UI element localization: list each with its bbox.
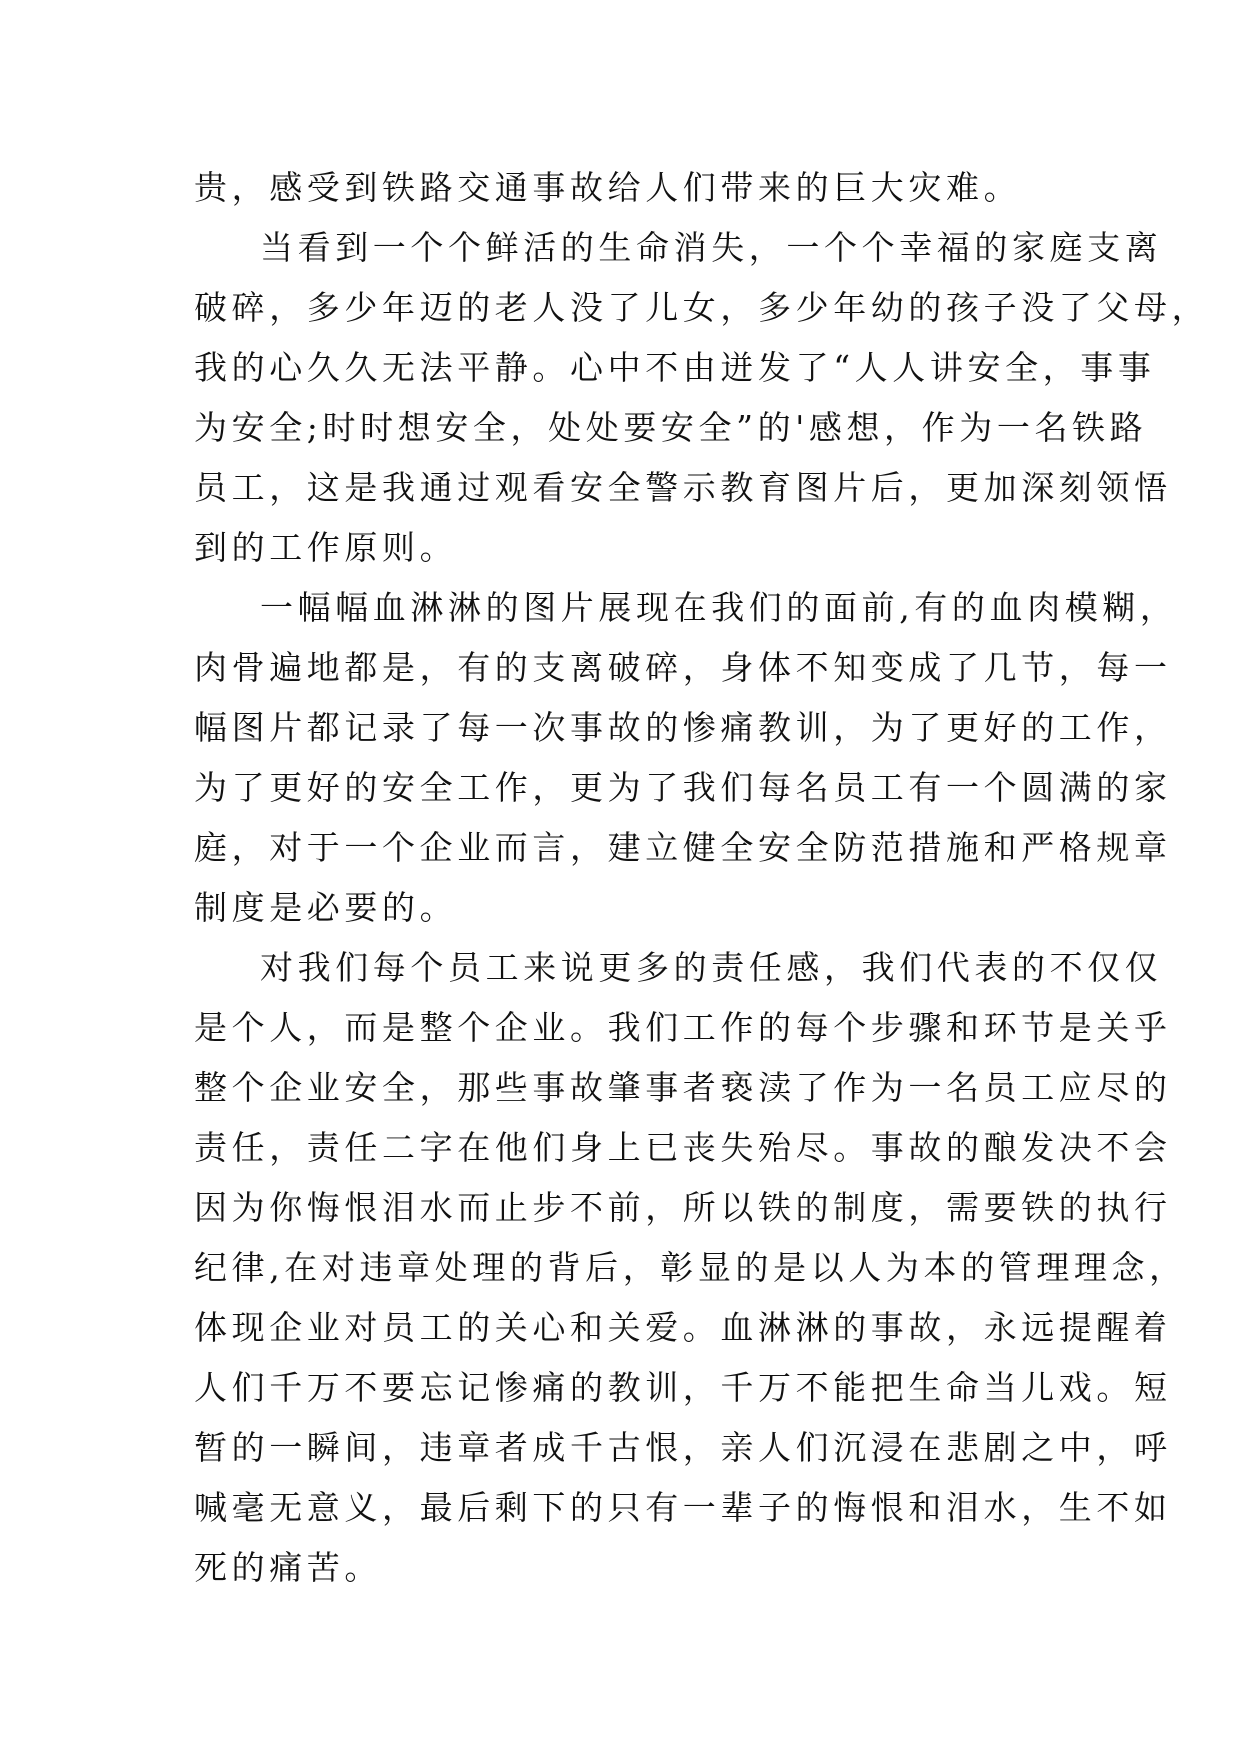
text-line: 为了更好的安全工作，更为了我们每名员工有一个圆满的家 (194, 768, 1172, 807)
text-line: 肉骨遍地都是，有的支离破碎，身体不知变成了几节，每一 (194, 648, 1172, 687)
text-line: 整个企业安全，那些事故肇事者亵渎了作为一名员工应尽的 (194, 1068, 1172, 1107)
text-line: 员工，这是我通过观看安全警示教育图片后，更加深刻领悟 (194, 468, 1172, 507)
paragraph-first-line: 一幅幅血淋淋的图片展现在我们的面前,有的血肉模糊， (260, 588, 1178, 627)
text-line: 破碎，多少年迈的老人没了儿女，多少年幼的孩子没了父母， (194, 288, 1210, 327)
text-line: 是个人，而是整个企业。我们工作的每个步骤和环节是关乎 (194, 1008, 1172, 1047)
text-line: 暂的一瞬间，违章者成千古恨，亲人们沉浸在悲剧之中，呼 (194, 1428, 1172, 1467)
text-line: 因为你悔恨泪水而止步不前，所以铁的制度，需要铁的执行 (194, 1188, 1172, 1227)
paragraph-first-line: 当看到一个个鲜活的生命消失，一个个幸福的家庭支离 (260, 228, 1163, 267)
text-line: 死的痛苦。 (194, 1548, 382, 1587)
document-body (194, 158, 1210, 1598)
text-line: 我的心久久无法平静。心中不由迸发了“人人讲安全，事事 (194, 348, 1156, 387)
text-line: 纪律,在对违章处理的背后，彰显的是以人为本的管理理念， (194, 1248, 1187, 1287)
text-line: 到的工作原则。 (194, 528, 458, 567)
text-line: 为安全;时时想安全，处处要安全”的'感想，作为一名铁路 (194, 408, 1148, 447)
text-line: 体现企业对员工的关心和关爱。血淋淋的事故，永远提醒着 (194, 1308, 1172, 1347)
text-line: 幅图片都记录了每一次事故的惨痛教训，为了更好的工作， (194, 708, 1172, 747)
paragraph-first-line: 对我们每个员工来说更多的责任感，我们代表的不仅仅 (260, 948, 1163, 987)
text-line: 贵，感受到铁路交通事故给人们带来的巨大灾难。 (194, 168, 1022, 207)
text-line: 喊毫无意义，最后剩下的只有一辈子的悔恨和泪水，生不如 (194, 1488, 1172, 1527)
text-line: 人们千万不要忘记惨痛的教训，千万不能把生命当儿戏。短 (194, 1368, 1172, 1407)
text-line: 庭，对于一个企业而言，建立健全安全防范措施和严格规章 (194, 828, 1172, 867)
text-line: 制度是必要的。 (194, 888, 458, 927)
text-line: 责任，责任二字在他们身上已丧失殆尽。事故的酿发决不会 (194, 1128, 1172, 1167)
